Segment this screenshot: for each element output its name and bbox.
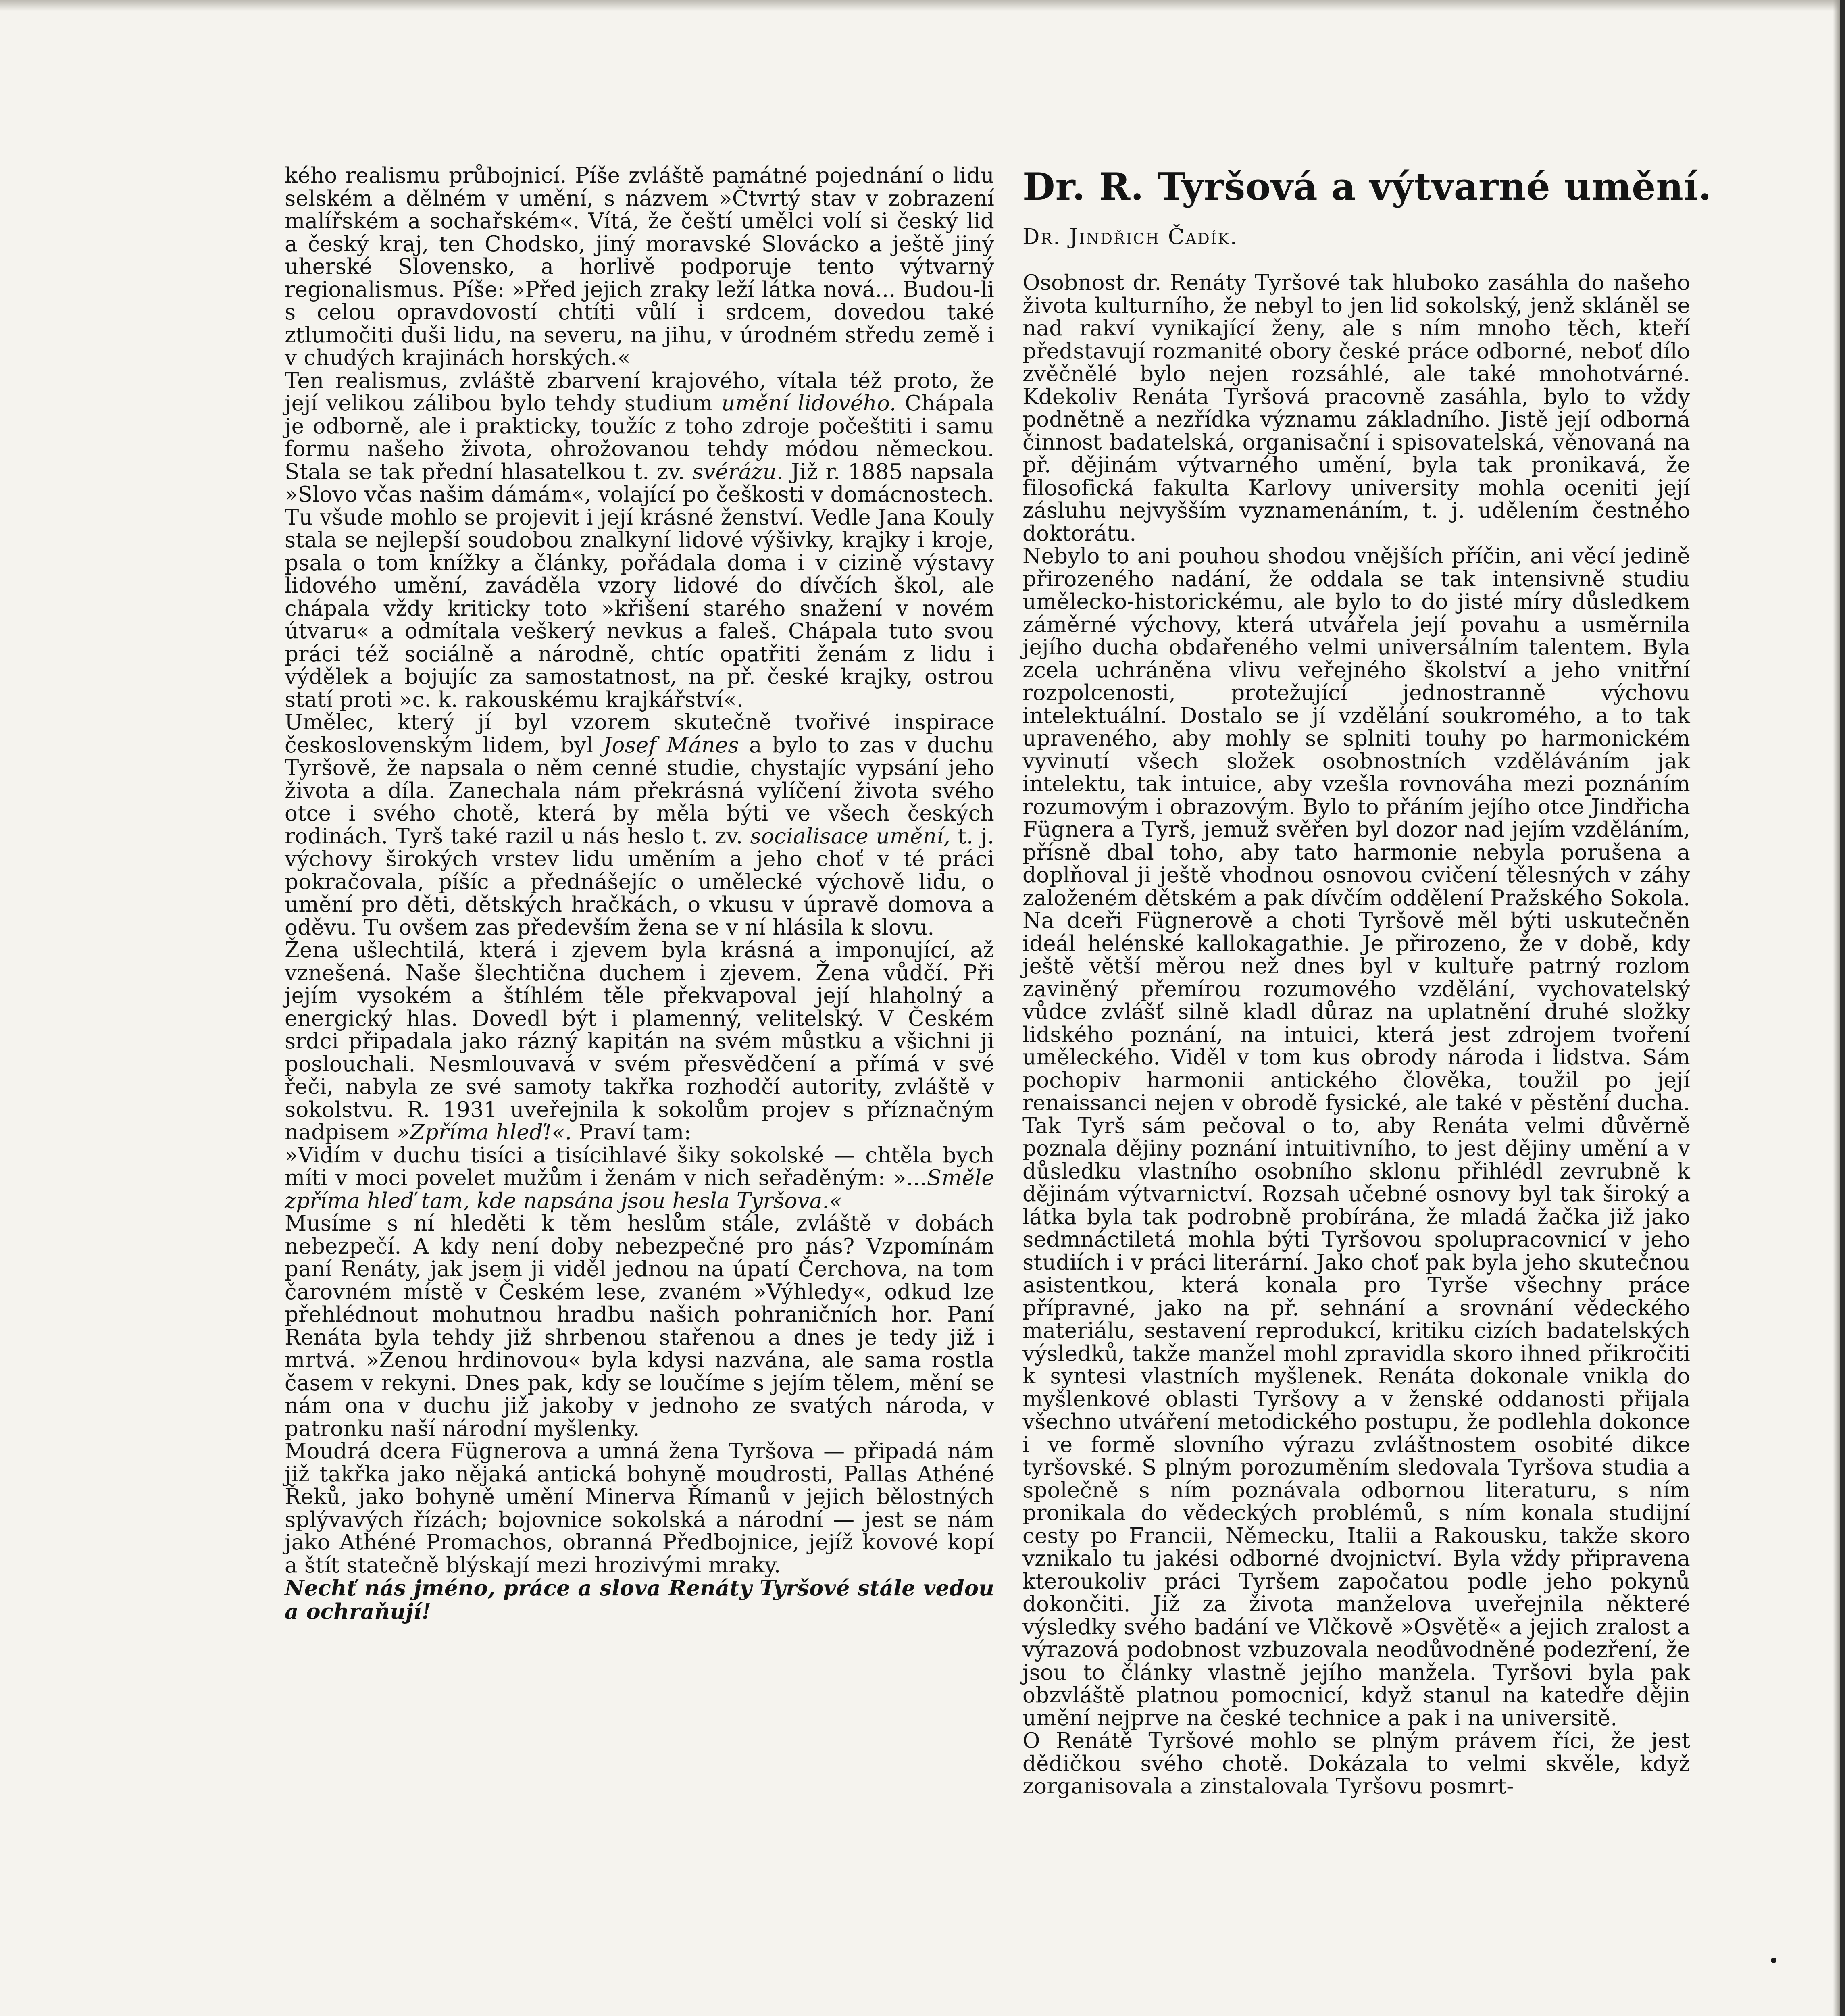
text-run: Směle zpříma hleď tam, kde napsána jsou hesla Tyršova.« xyxy=(285,1166,994,1213)
paragraph xyxy=(285,939,994,1144)
text-run: Žena ušlechtilá, která i zjevem byla krásná a imponující, až vznešená. Naše šlechtična duchem i zjevem. Žena vůdčí. Při jejím vysokém a štíhlém těle překvapoval její hlaholný a energický hlas. Dovedl být i plamenný, velitelský. V Českém srdci připadala jako rázný kapitán na svém můstku a všichni ji poslouchali. Nesmlouvavá v svém přesvědčení a přímá v své řeči, nabyla ze své samoty takřka rozhodčí autority, zvláště v sokolstvu. R. 1931 uveřejnila k sokolům projev s příznačným nadpisem xyxy=(285,938,994,1145)
scan-shadow-top xyxy=(0,0,1845,11)
article-author: Dr. Jindřich Čadík. xyxy=(1022,225,1238,249)
text-run: Chápala je odborně, ale i prakticky, toužíc z toho zdroje počeštiti i samu formu našeho života, ohrožovanou tehdy módou německou. Stala se tak přední hlasatelkou t. zv. xyxy=(285,391,994,484)
paragraph xyxy=(285,711,994,939)
text-run: »Zpříma hleď!«. xyxy=(397,1120,572,1145)
text-run: Nebylo to ani pouhou shodou vnějších příčin, ani věcí jedině přirozeného nadání, že oddala se tak intensivně studiu umělecko-historickému, ale bylo to do jisté míry důsledkem záměrné výchovy, která utvářela její povahu a usměrnila jejího ducha obdařeného velmi universálním talentem. Byla zcela uchráněna vlivu veřejného školství a jeho vnitřní rozpolcenosti, protežující jednostranně výchovu intelektuální. Dostalo se jí vzdělání soukromého, a to tak upraveného, aby mohly se splniti touhy po harmonickém vyvinutí všech složek osobnostních vzděláváním jak intelektu, tak intuice, aby vzešla rovnováha mezi poznáním rozumovým i obrazovým. Bylo to přáním jejího otce Jindřicha Fügnera a Tyrš, jemuž svěřen byl dozor nad jejím vzděláním, přísně dbal toho, aby tato harmonie nebyla porušena a doplňoval ji ještě vhodnou osnovou cvičení tělesných v záhy založeném dětském a pak dívčím oddělení Pražského Sokola. Na dceři Fügnerově a choti Tyršově měl býti uskutečněn ideál helénské kallokagathie. Je přirozeno, že v době, kdy ještě větší měrou než dnes byl v kultuře patrný rozlom zaviněný přemírou rozumového vzdělání, vychovatelský vůdce zvlášť silně kladl důraz na uplatnění druhé složky lidského poznání, na intuici, která jest zdrojem tvoření uměleckého. Viděl v tom kus obrody národa i lidstva. Sám pochopiv harmonii antického člověka, toužil po její renaissanci nejen v obrodě fysické, ale také v pěstění ducha. Tak Tyrš sám pečoval o to, aby Renáta velmi důvěrně poznala dějiny poznání intuitivního, to jest dějiny umění a v důsledku vlastního osobního sklonu přihlédl zevrubně k dějinám výtvarnictví. Rozsah učebné osnovy byl tak široký a látka byla tak podrobně probírána, že mladá žačka již jako sedmnáctiletá mohla býti Tyršovou spolupracovnicí v jeho studiích i v práci literární. Jako choť pak byla jeho skutečnou asistentkou, která konala pro Tyrše všechny práce přípravné, jako na př. sehnání a srovnání vědeckého materiálu, sestavení reprodukcí, kritiku cizích badatelských výsledků, takže manžel mohl zpravidla skoro ihned přikročiti k syntesi vlastních myšlenek. Renáta dokonale vnikla do myšlenkové oblasti Tyršovy a v ženské oddanosti přijala všechno utváření metodického postupu, že podlehla dokonce i ve formě slovního výrazu zvláštnostem osobité dikce tyršovské. S plným porozuměním sledovala Tyršova studia a společně s ním poznávala odbornou literaturu, s ním pronikala do vědeckých problémů, s ním konala studijní cesty po Francii, Německu, Italii a Rakousku, takže skoro vznikalo tu jakési odborné dvojnictví. Byla vždy připravena kteroukoliv práci Tyršem započatou podle jeho pokynů dokončiti. Již za života manželova uveřejnila některé výsledky svého badání ve Vlčkově »Osvětě« a jejich zralost a výrazová podobnost vzbuzovala neodůvodněné podezření, že jsou to články vlastně jejího manžela. Tyršovi byla pak obzvláště platnou pomocnicí, když stanul na katedře dějin umění nejprve na české technice a pak i na universitě. xyxy=(1022,544,1690,1731)
scan-border-right xyxy=(1840,0,1845,2016)
text-run: t. j. výchovy širokých vrstev lidu uměním a jeho choť v té práci pokračovala, píšíc a přednášejíc o umělecké výchově lidu, o umění pro děti, dětských hračkách, o vkusu v úpravě domova a oděvu. Tu ovšem zas především žena se v ní hlásila k slovu. xyxy=(285,824,994,940)
text-run: socialisace umění, xyxy=(750,824,951,849)
text-run: umění lidového. xyxy=(721,391,897,416)
paragraph xyxy=(285,1212,994,1440)
paragraph xyxy=(285,1144,994,1213)
paragraph xyxy=(285,370,994,712)
text-run: Nechť nás jméno, práce a slova Renáty Tyršové stále vedou a ochraňují! xyxy=(285,1576,994,1624)
left-text-column xyxy=(285,165,994,1623)
paragraph xyxy=(285,165,994,370)
text-run: O Renátě Tyršové mohlo se plným právem říci, že jest dědičkou svého chotě. Dokázala to velmi skvěle, když zorganisovala a zinstalovala Tyršovu posmrt- xyxy=(1022,1729,1690,1799)
right-column-body xyxy=(1022,272,1690,1798)
text-run: Již r. 1885 napsala »Slovo včas našim dámám«, volající po češkosti v domácnostech. Tu všude mohlo se projevit i její krásné ženství. Vedle Jana Kouly stala se nejlepší soudobou znalkyní lidové výšivky, krajky i kroje, psala o tom knížky a články, pořádala doma i v cizině výstavy lidového umění, zaváděla vzory lidové do dívčích škol, ale chápala vždy kriticky toto »křišení starého snažení v novém útvaru« a odmítala veškerý nevkus a faleš. Chápala tuto svou práci též sociálně a národně, chtíc opatřiti ženám z lidu i výdělek a bojujíc za samostatnost, na př. české krajky, ostrou statí proti »c. k. rakouskému krajkářství«. xyxy=(285,459,994,712)
text-run: Musíme s ní hleděti k těm heslům stále, zvláště v dobách nebezpečí. A kdy není doby nebezpečné pro nás? Vzpomínám paní Renáty, jak jsem ji viděl jednou na úpatí Čerchova, na tom čarovném místě v Českém lese, zvaném »Výhledy«, odkud lze přehlédnout mohutnou hradbu našich pohraničních hor. Paní Renáta byla tehdy již shrbenou stařenou a dnes je tedy již i mrtvá. »Ženou hrdinovou« byla kdysi nazvána, ale sama rostla časem v rekyni. Dnes pak, kdy se loučíme s jejím tělem, mění se nám ona v duchu již jakoby v jednoho ze svatých národa, v patronku naší národní myšlenky. xyxy=(285,1211,994,1441)
scan-shadow-right xyxy=(1833,0,1840,2016)
text-run: a bylo to zas v duchu Tyršově, že napsala o něm cenné studie, chystajíc vypsání jeho života a díla. Zanechala nám překrásná vylíčení života svého otce i svého chotě, která by měla býti ve všech českých rodinách. Tyrš také razil u nás heslo t. zv. xyxy=(285,733,994,849)
text-run: kého realismu průbojnicí. Píše zvláště památné pojednání o lidu selském a dělném v umění, s názvem »Čtvrtý stav v zobrazení malířském a sochařském«. Vítá, že čeští umělci volí si český lid a český kraj, ten Chodsko, jiný moravské Slovácko a ještě jiný uherské Slovensko, a horlivě podporuje tento výtvarný regionalismus. Píše: »Před jejich zraky leží látka nová... Budou-li s celou opravdovostí chtíti vůlí i srdcem, dovedou také ztlumočiti duši lidu, na severu, na jihu, v úrodném středu země i v chudých krajinách horských.« xyxy=(285,163,994,370)
paragraph xyxy=(285,1440,994,1577)
paragraph xyxy=(285,1577,994,1623)
text-run: Osobnost dr. Renáty Tyršové tak hluboko zasáhla do našeho života kulturního, že nebyl to jen lid sokolský, jenž skláněl se nad rakví vynikající ženy, ale s ním mnoho těch, kteří představují rozmanité obory české práce odborné, neboť dílo zvěčnělé bylo nejen rozsáhlé, ale také mnohotvárné. Kdekoliv Renáta Tyršová pracovně zasáhla, bylo to vždy podnětně a nezřídka významu základního. Jistě její odborná činnost badatelská, organisační i spisovatelská, věnovaná na př. dějinám výtvarného umění, byla tak pronikavá, že filosofická fakulta Karlovy university mohla oceniti její zásluhu nejvyšším vyznamenáním, t. j. udělením čestného doktorátu. xyxy=(1022,271,1690,546)
text-run: Umělec, který jí byl vzorem skutečně tvořivé inspirace československým lidem, byl xyxy=(285,710,994,758)
paragraph xyxy=(1022,1730,1690,1798)
right-text-column xyxy=(1022,165,1712,1799)
text-run: Josef Mánes xyxy=(603,733,739,758)
text-run: Ten realismus, zvláště zbarvení krajového, vítala též proto, že její velikou zálibou bylo tehdy studium xyxy=(285,368,994,416)
print-speck xyxy=(1771,1958,1776,1963)
text-run: »Vidím v duchu tisíci a tisícihlavé šiky sokolské — chtěla bych míti v moci povelet mužům i ženám v nich seřaděným: »... xyxy=(285,1143,994,1190)
text-run: svérázu. xyxy=(692,459,784,484)
text-run: Praví tam: xyxy=(572,1120,691,1145)
article-title: Dr. R. Tyršová a výtvarné umění. xyxy=(1022,165,1712,208)
paragraph xyxy=(1022,272,1690,545)
text-run: Moudrá dcera Fügnerova a umná žena Tyršova — připadá nám již takřka jako nějaká antická bohyně moudrosti, Pallas Athéné Řeků, jako bohyně umění Minerva Římanů v jejich bělostných splývavých řízách; bojovnice sokolská a národní — jest se nám jako Athéné Promachos, obranná Předbojnice, jejíž kovové kopí a štít statečně blýskají mezi hrozivými mraky. xyxy=(285,1439,994,1578)
paragraph xyxy=(1022,545,1690,1730)
